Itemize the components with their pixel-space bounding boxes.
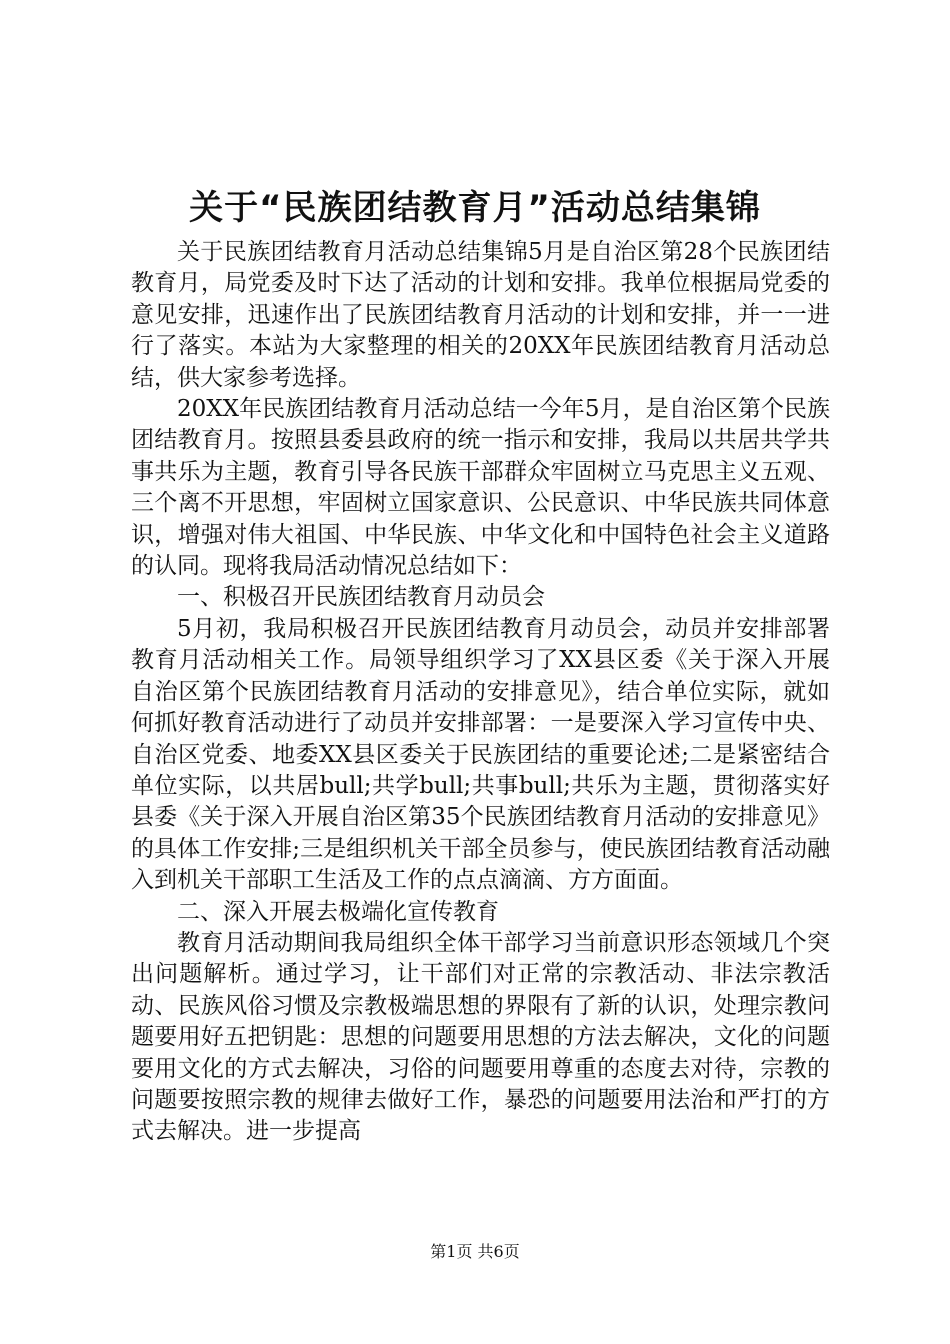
section-heading-2: 二、深入开展去极端化宣传教育	[177, 898, 499, 925]
summary-paragraph: 20XX年民族团结教育月活动总结一今年5月，是自治区第个民族团结教育月。按照县委县政府的统一指示和安排，我局以共居共学共事共乐为主题，教育引导各民族干部群众牢固树立马克思主义五观、三个离不开思想，牢固树立国家意识、公民意识、中华民族共同体意识，增强对伟大祖国、中华民族、中华文化和中国特色社会主义道路的认同。现将我局活动情况总结如下：	[131, 396, 830, 580]
document-title: 关于“民族团结教育月”活动总结集锦	[189, 188, 761, 228]
document-body	[131, 237, 830, 1148]
section-body-1: 5月初，我局积极召开民族团结教育月动员会，动员并安排部署教育月活动相关工作。局领导组织学习了XX县区委《关于深入开展自治区第个民族团结教育月活动的安排意见》，结合单位实际，就如何抓好教育活动进行了动员并安排部署：一是要深入学习宣传中央、自治区党委、地委XX县区委关于民族团结的重要论述;二是紧密结合单位实际，以共居bull;共学bull;共事bull;共乐为主题，贯彻落实好县委《关于深入开展自治区第35个民族团结教育月活动的安排意见》的具体工作安排;三是组织机关干部全员参与，使民族团结教育活动融入到机关干部职工生活及工作的点点滴滴、方方面面。	[131, 615, 830, 894]
page-number-footer: 第1页 共6页	[430, 1242, 520, 1261]
intro-paragraph: 关于民族团结教育月活动总结集锦5月是自治区第28个民族团结教育月，局党委及时下达了活动的计划和安排。我单位根据局党委的意见安排，迅速作出了民族团结教育月活动的计划和安排，并一一进行了落实。本站为大家整理的相关的20XX年民族团结教育月活动总结，供大家参考选择。	[131, 239, 830, 391]
section-body-2: 教育月活动期间我局组织全体干部学习当前意识形态领域几个突出问题解析。通过学习，让干部们对正常的宗教活动、非法宗教活动、民族风俗习惯及宗教极端思想的界限有了新的认识，处理宗教问题要用好五把钥匙：思想的问题要用思想的方法去解决，文化的问题要用文化的方式去解决，习俗的问题要用尊重的态度去对待，宗教的问题要按照宗教的规律去做好工作，暴恐的问题要用法治和严打的方式去解决。进一步提高	[131, 929, 830, 1145]
section-heading-1: 一、积极召开民族团结教育月动员会	[177, 584, 545, 611]
